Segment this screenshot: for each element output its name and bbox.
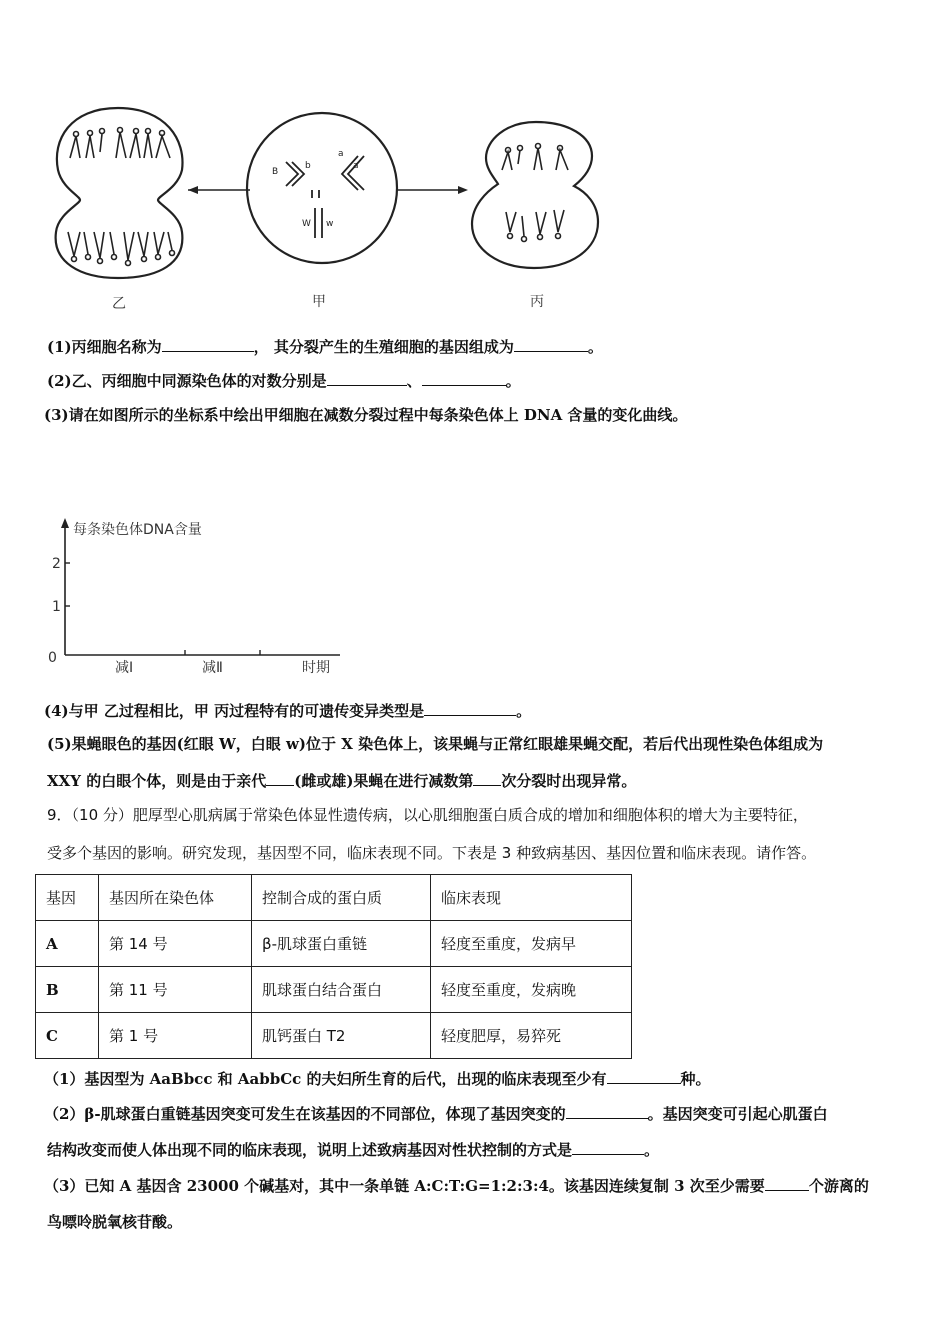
question-3: (3)请在如图所示的坐标系中绘出甲细胞在减数分裂过程中每条染色体上 DNA 含量的变化曲线。 xyxy=(44,406,688,424)
table-header-cell: 控制合成的蛋白质 xyxy=(252,875,431,921)
table-cell: 轻度肥厚，易猝死 xyxy=(431,1013,632,1059)
table-cell: 第 11 号 xyxy=(99,967,252,1013)
question-9-line2: 受多个基因的影响。研究发现，基因型不同，临床表现不同。下表是 3 种致病基因、基因位置和临床表现。请作答。 xyxy=(47,844,817,862)
question-5-text-a: XXY 的白眼个体，则是由于亲代 xyxy=(47,772,267,790)
sub-question-2-text-c: 结构改变而使人体出现不同的临床表现，说明上述致病基因对性状控制的方式是 xyxy=(47,1141,573,1159)
cell-jia-membrane xyxy=(247,113,397,263)
sub-question-3-line2: 鸟嘌呤脱氧核苷酸。 xyxy=(47,1213,183,1231)
question-2 xyxy=(47,370,521,391)
question-1-end: 。 xyxy=(587,338,603,356)
table-cell: 第 14 号 xyxy=(99,921,252,967)
table-header-cell: 基因所在染色体 xyxy=(99,875,252,921)
y-axis-label: 每条染色体DNA含量 xyxy=(73,522,202,538)
answer-blank-s1[interactable] xyxy=(607,1068,681,1084)
cell-bing-membrane xyxy=(472,122,598,268)
y-tick-0: 0 xyxy=(48,650,57,666)
table-cell: 肌球蛋白结合蛋白 xyxy=(252,967,431,1013)
gene-label-B: B xyxy=(272,167,279,177)
sub-question-3-text-a: （3）已知 A 基因含 23000 个碱基对，其中一条单链 A:C:T:G=1:2:3:4。该基因连续复制 3 次至少需要 xyxy=(44,1177,765,1195)
cell-label-bing: 丙 xyxy=(530,294,544,310)
answer-blank-s3[interactable] xyxy=(765,1175,809,1191)
table-cell: β-肌球蛋白重链 xyxy=(252,921,431,967)
question-4-text: (4)与甲 乙过程相比，甲 丙过程特有的可遗传变异类型是 xyxy=(44,702,425,720)
y-tick-2: 2 xyxy=(52,556,61,572)
gene-label-w: w xyxy=(326,219,334,229)
question-1-text: (1)丙细胞名称为 xyxy=(47,338,162,356)
sub-question-1 xyxy=(44,1068,711,1089)
answer-blank-1a[interactable] xyxy=(162,336,254,352)
y-axis-arrow xyxy=(61,518,69,528)
answer-blank-4[interactable] xyxy=(424,700,516,716)
sub-question-1-end: 种。 xyxy=(680,1070,711,1088)
table-cell: 肌钙蛋白 T2 xyxy=(252,1013,431,1059)
question-5-text-c: 次分裂时出现异常。 xyxy=(501,772,637,790)
gene-table xyxy=(35,874,632,1059)
gene-label-a-lower: a xyxy=(353,161,359,171)
table-row xyxy=(36,967,632,1013)
cell-label-yi: 乙 xyxy=(112,296,126,312)
table-cell: 轻度至重度，发病早 xyxy=(431,921,632,967)
sub-question-2-line1 xyxy=(44,1103,828,1124)
question-2-mid: 、 xyxy=(406,372,422,390)
gene-label-a-upper: a xyxy=(338,149,344,159)
cell-division-figure xyxy=(40,100,620,320)
gene-label-b: b xyxy=(305,161,311,171)
arrowhead-left xyxy=(188,186,198,194)
sub-question-2-text-d: 。 xyxy=(644,1141,660,1159)
gene-label-W: W xyxy=(302,219,311,229)
table-cell: 第 1 号 xyxy=(99,1013,252,1059)
question-2-text: (2)乙、丙细胞中同源染色体的对数分别是 xyxy=(47,372,327,390)
table-header-cell: 临床表现 xyxy=(431,875,632,921)
question-1 xyxy=(47,336,603,357)
cell-yi-chromosomes xyxy=(68,128,175,266)
question-5-text-b: (雌或雄)果蝇在进行减数第 xyxy=(294,772,474,790)
cell-bing-chromosomes xyxy=(502,144,568,242)
x-tick-meiosis-2: 减Ⅱ xyxy=(202,660,223,676)
answer-blank-2a[interactable] xyxy=(327,370,407,386)
table-cell: A xyxy=(36,921,99,967)
question-9-line1: 9．（10 分）肥厚型心肌病属于常染色体显性遗传病，以心肌细胞蛋白质合成的增加和细胞体积的增大为主要特征， xyxy=(47,806,808,824)
arrowhead-right xyxy=(458,186,468,194)
table-row xyxy=(36,1013,632,1059)
table-row xyxy=(36,921,632,967)
question-5-line2 xyxy=(47,770,636,791)
cell-label-jia: 甲 xyxy=(312,294,326,310)
table-header-row xyxy=(36,875,632,921)
x-tick-period: 时期 xyxy=(302,660,330,676)
table-cell: C xyxy=(36,1013,99,1059)
dna-content-axes xyxy=(40,510,350,680)
answer-blank-5b[interactable] xyxy=(473,770,501,786)
question-5-line1: (5)果蝇眼色的基因(红眼 W，白眼 w)位于 X 染色体上，该果蝇与正常红眼雄果蝇交配，若后代出现性染色体组成为 xyxy=(47,735,824,753)
sub-question-3-line1 xyxy=(44,1175,869,1196)
question-2-end: 。 xyxy=(505,372,521,390)
sub-question-2-text-b: 。基因突变可引起心肌蛋白 xyxy=(647,1105,828,1123)
sub-question-2-text-a: （2）β-肌球蛋白重链基因突变可发生在该基因的不同部位，体现了基因突变的 xyxy=(44,1105,566,1123)
sub-question-3-text-b: 个游离的 xyxy=(808,1177,869,1195)
question-1-mid: ， 其分裂产生的生殖细胞的基因组成为 xyxy=(253,338,514,356)
x-tick-meiosis-1: 减Ⅰ xyxy=(115,660,134,676)
sub-question-2-line2 xyxy=(47,1139,659,1160)
question-4-end: 。 xyxy=(516,702,532,720)
answer-blank-1b[interactable] xyxy=(514,336,588,352)
table-cell: B xyxy=(36,967,99,1013)
table-header-cell: 基因 xyxy=(36,875,99,921)
sub-question-1-text: （1）基因型为 AaBbcc 和 AabbCc 的夫妇所生育的后代，出现的临床表现至少有 xyxy=(44,1070,607,1088)
answer-blank-s2b[interactable] xyxy=(572,1139,644,1155)
y-tick-1: 1 xyxy=(52,599,61,615)
table-cell: 轻度至重度，发病晚 xyxy=(431,967,632,1013)
answer-blank-5a[interactable] xyxy=(266,770,294,786)
answer-blank-s2a[interactable] xyxy=(566,1103,648,1119)
answer-blank-2b[interactable] xyxy=(422,370,506,386)
question-4 xyxy=(44,700,531,721)
